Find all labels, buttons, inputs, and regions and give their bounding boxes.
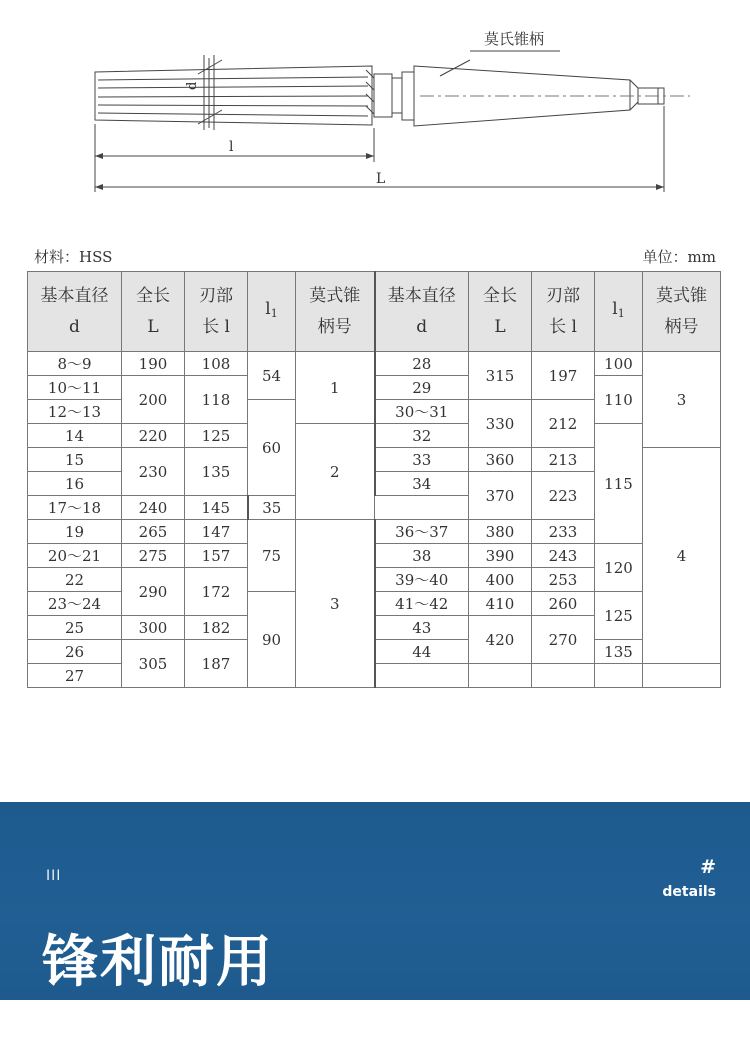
cell-diameter-right: 28: [375, 352, 469, 376]
cell-length-right: 380: [469, 520, 532, 544]
cell-diameter-right: 38: [375, 544, 469, 568]
cell-l1-right: 120: [595, 544, 643, 592]
cell-empty: [532, 664, 595, 688]
cell-diameter-right: 33: [375, 448, 469, 472]
cell-blade: 147: [185, 520, 248, 544]
cell-blade: 157: [185, 544, 248, 568]
cell-l1-right: 115: [595, 424, 643, 544]
cell-blade-right: 233: [532, 520, 595, 544]
dim-d-label: d: [185, 81, 200, 90]
cell-blade-right: 253: [532, 568, 595, 592]
cell-length: 275: [122, 544, 185, 568]
cell-diameter: 23～24: [28, 592, 122, 616]
unit-label: 单位：mm: [642, 248, 716, 266]
taper-shank-label: 莫氏锥柄: [484, 30, 545, 48]
header-length-right: 全长 L: [469, 272, 532, 352]
cell-diameter-right: 44: [375, 640, 469, 664]
banner-mark: III: [46, 868, 62, 884]
cell-diameter: 8～9: [28, 352, 122, 376]
cell-diameter: 26: [28, 640, 122, 664]
cell-diameter-right: 43: [375, 616, 469, 640]
banner-title: 锋利耐用: [42, 930, 274, 995]
spec-table: [27, 271, 721, 688]
cell-taper-right: 4: [643, 448, 721, 664]
cell-blade-right: 243: [532, 544, 595, 568]
cell-blade: 172: [185, 568, 248, 616]
table-row: [28, 352, 721, 376]
cell-diameter-right: 36～37: [375, 520, 469, 544]
cell-taper-right: 3: [643, 352, 721, 448]
cell-l1-right: 110: [595, 376, 643, 424]
hash-icon: #: [700, 856, 716, 878]
cell-length: 220: [122, 424, 185, 448]
cell-blade-right: 270: [532, 616, 595, 664]
header-blade-right: 刃部 长 l: [532, 272, 595, 352]
cell-length: 200: [122, 376, 185, 424]
cell-length: 300: [122, 616, 185, 640]
cell-length: 305: [122, 640, 185, 688]
cell-length-right: 420: [469, 616, 532, 664]
cell-empty: [469, 664, 532, 688]
cell-l1: 60: [248, 400, 296, 496]
table-row: [28, 424, 721, 448]
cell-blade: 108: [185, 352, 248, 376]
table-row: [28, 640, 721, 664]
cell-length: 265: [122, 520, 185, 544]
cell-taper: 1: [296, 352, 375, 424]
cell-l1: 90: [248, 592, 296, 688]
cell-blade-right: 212: [532, 400, 595, 448]
cell-blade-right: 223: [532, 472, 595, 520]
cell-blade: 135: [185, 448, 248, 496]
cell-length-right: 360: [469, 448, 532, 472]
cell-length-right: 390: [469, 544, 532, 568]
cell-blade: 145: [185, 496, 248, 520]
header-blade: 刃部 长 l: [185, 272, 248, 352]
cell-empty: [375, 664, 469, 688]
banner-subtitle: 高 硬 度 材 料: [42, 1001, 375, 1061]
cell-empty: [643, 664, 721, 688]
cell-length-right: 410: [469, 592, 532, 616]
cell-length-right: 400: [469, 568, 532, 592]
cell-length-right: 315: [469, 352, 532, 400]
cell-empty: [595, 664, 643, 688]
cell-length-right: 370: [469, 472, 532, 520]
cell-blade: 187: [185, 640, 248, 688]
cell-diameter: 22: [28, 568, 122, 592]
cell-taper: 2: [296, 424, 375, 520]
table-header-row: [28, 272, 721, 352]
cell-length: 240: [122, 496, 185, 520]
cell-l1-right: 125: [595, 592, 643, 640]
cell-diameter: 10～11: [28, 376, 122, 400]
header-taper-right: 莫式锥 柄号: [643, 272, 721, 352]
material-label: 材料：HSS: [34, 248, 113, 266]
cell-taper: 3: [296, 520, 375, 688]
cell-diameter-right: 41～42: [375, 592, 469, 616]
reamer-drawing: [0, 0, 750, 240]
cell-blade-right: 197: [532, 352, 595, 400]
cell-blade: 118: [185, 376, 248, 424]
header-l1-right: l1: [595, 272, 643, 352]
header-diameter: 基本直径 d: [28, 272, 122, 352]
cell-blade: 182: [185, 616, 248, 640]
table-row: [28, 544, 721, 568]
cell-length: 230: [122, 448, 185, 496]
cell-diameter: 27: [28, 664, 122, 688]
cell-l1-right: 100: [595, 352, 643, 376]
cell-blade-right: 213: [532, 448, 595, 472]
cell-diameter: 25: [28, 616, 122, 640]
cell-length: 290: [122, 568, 185, 616]
cell-blade-right: 260: [532, 592, 595, 616]
cell-diameter: 19: [28, 520, 122, 544]
dim-l-label: l: [229, 139, 234, 155]
table-row: [28, 376, 721, 400]
cell-diameter-right: 35: [248, 496, 296, 520]
cell-diameter: 14: [28, 424, 122, 448]
header-taper: 莫式锥 柄号: [296, 272, 375, 352]
cell-l1: 75: [248, 520, 296, 592]
cell-l1: 54: [248, 352, 296, 400]
cell-l1-right: 135: [595, 640, 643, 664]
cell-diameter: 12～13: [28, 400, 122, 424]
blade-outline: [95, 66, 372, 125]
cell-diameter-right: 32: [375, 424, 469, 448]
cell-diameter: 20～21: [28, 544, 122, 568]
cell-diameter-right: 29: [375, 376, 469, 400]
cell-diameter-right: 34: [375, 472, 469, 496]
details-label: details: [662, 884, 716, 900]
cell-length: 190: [122, 352, 185, 376]
details-banner: [0, 802, 750, 1061]
cell-length-right: 330: [469, 400, 532, 448]
cell-blade: 125: [185, 424, 248, 448]
cell-diameter: 17～18: [28, 496, 122, 520]
cell-diameter-right: 39～40: [375, 568, 469, 592]
cell-diameter: 16: [28, 472, 122, 496]
header-l1: l1: [248, 272, 296, 352]
header-length: 全长 L: [122, 272, 185, 352]
header-diameter-right: 基本直径 d: [375, 272, 469, 352]
dim-L-label: L: [376, 171, 386, 187]
cell-diameter-right: 30～31: [375, 400, 469, 424]
cell-diameter: 15: [28, 448, 122, 472]
